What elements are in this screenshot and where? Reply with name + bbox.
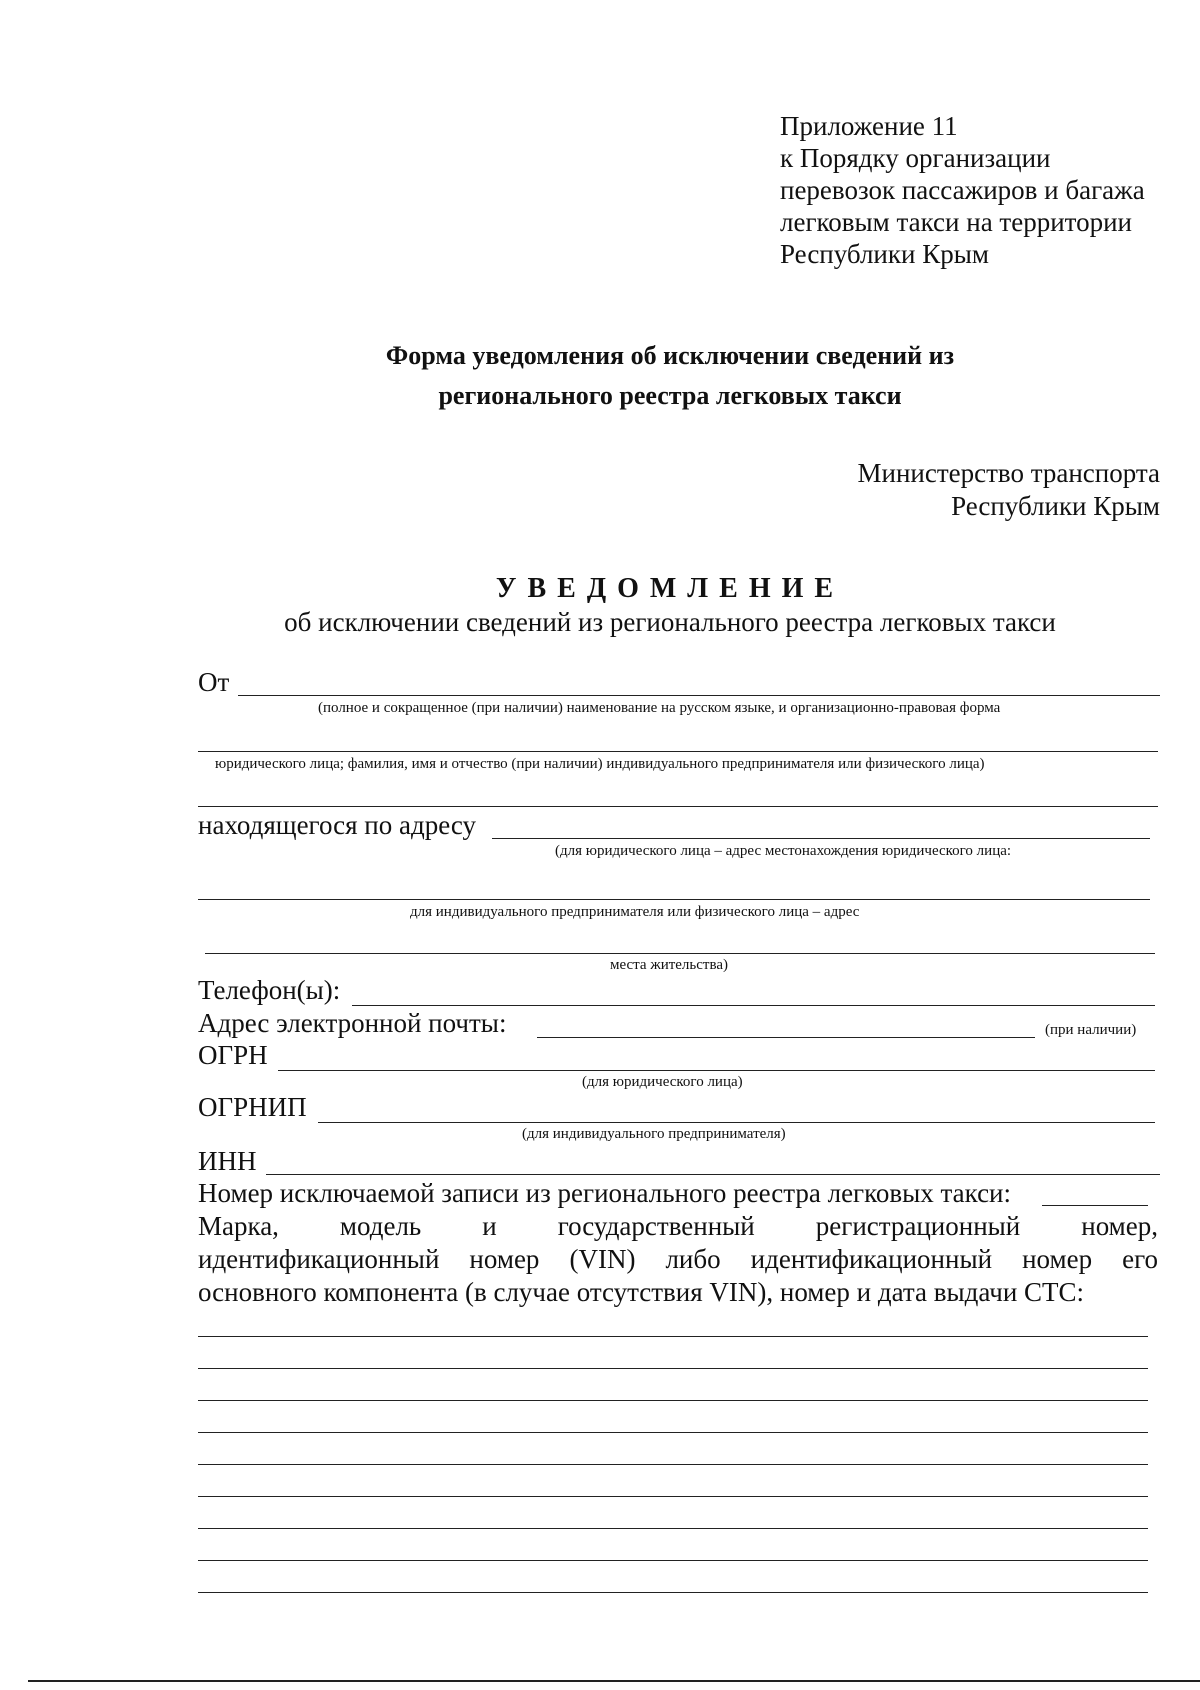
appendix-line: перевозок пассажиров и багажа bbox=[780, 175, 1145, 205]
email-input-line[interactable] bbox=[537, 1037, 1035, 1038]
vehicle-line-3: основного компонента (в случае отсутствия VIN), номер и дата выдачи СТС: bbox=[198, 1277, 1085, 1307]
record-input-line[interactable] bbox=[1042, 1205, 1148, 1206]
vehicle-input-line[interactable] bbox=[198, 1528, 1148, 1529]
from-hint-2: юридического лица; фамилия, имя и отчество (при наличии) индивидуального предпринимателя или физического лица) bbox=[215, 756, 985, 772]
phone-input-line[interactable] bbox=[352, 1005, 1155, 1006]
ogrn-label: ОГРН bbox=[198, 1040, 268, 1070]
phone-label: Телефон(ы): bbox=[198, 975, 341, 1005]
appendix-line: к Порядку организации bbox=[780, 143, 1051, 173]
appendix-line: Республики Крым bbox=[780, 239, 989, 269]
inn-label: ИНН bbox=[198, 1146, 257, 1176]
address-input-line-2[interactable] bbox=[198, 899, 1150, 900]
inn-input-line[interactable] bbox=[266, 1174, 1160, 1175]
ogrnip-hint: (для индивидуального предпринимателя) bbox=[522, 1126, 786, 1142]
email-hint: (при наличии) bbox=[1045, 1022, 1137, 1038]
vehicle-line-2: идентификационный номер (VIN) либо идентификационный номер его bbox=[198, 1244, 1158, 1274]
from-input-line[interactable] bbox=[238, 695, 1160, 696]
record-label: Номер исключаемой записи из регионального реестра легковых такси: bbox=[198, 1178, 1012, 1208]
vehicle-input-line[interactable] bbox=[198, 1368, 1148, 1369]
addressee-line1: Министерство транспорта bbox=[857, 458, 1160, 488]
notice-subtitle: об исключении сведений из регионального реестра легковых такси bbox=[284, 607, 1056, 637]
address-hint-1: (для юридического лица – адрес местонахождения юридического лица: bbox=[555, 843, 1012, 859]
page-bottom-rule bbox=[28, 1680, 1200, 1682]
form-title-line1: Форма уведомления об исключении сведений из bbox=[385, 341, 955, 370]
address-hint-2: для индивидуального предпринимателя или физического лица – адрес bbox=[410, 904, 860, 920]
ogrnip-label: ОГРНИП bbox=[198, 1092, 307, 1122]
address-label: находящегося по адресу bbox=[198, 810, 476, 840]
form-title-line2: регионального реестра легковых такси bbox=[438, 381, 902, 410]
from-hint-1: (полное и сокращенное (при наличии) наименование на русском языке, и организационно-правовая форма bbox=[318, 700, 1001, 716]
ogrn-hint: (для юридического лица) bbox=[582, 1074, 743, 1090]
appendix-line: легковым такси на территории bbox=[780, 207, 1133, 237]
notice-title: УВЕДОМЛЕНИЕ bbox=[495, 573, 845, 604]
appendix-line: Приложение 11 bbox=[780, 111, 958, 141]
vehicle-input-line[interactable] bbox=[198, 1496, 1148, 1497]
from-label: От bbox=[198, 667, 230, 697]
form-title bbox=[0, 336, 1200, 416]
address-hint-3: места жительства) bbox=[610, 957, 729, 973]
vehicle-input-line[interactable] bbox=[198, 1592, 1148, 1593]
from-input-line-3[interactable] bbox=[198, 806, 1158, 807]
vehicle-line-1: Марка, модель и государственный регистрационный номер, bbox=[198, 1211, 1158, 1241]
addressee bbox=[858, 457, 1160, 523]
vehicle-input-line[interactable] bbox=[198, 1560, 1148, 1561]
addressee-line2: Республики Крым bbox=[951, 491, 1160, 521]
appendix-header bbox=[780, 110, 1145, 270]
ogrn-input-line[interactable] bbox=[278, 1070, 1155, 1071]
vehicle-input-line[interactable] bbox=[198, 1400, 1148, 1401]
email-label: Адрес электронной почты: bbox=[198, 1008, 507, 1038]
ogrnip-input-line[interactable] bbox=[318, 1122, 1155, 1123]
from-input-line-2[interactable] bbox=[198, 751, 1158, 752]
vehicle-input-line[interactable] bbox=[198, 1464, 1148, 1465]
vehicle-input-line[interactable] bbox=[198, 1432, 1148, 1433]
address-input-line-3[interactable] bbox=[205, 953, 1155, 954]
address-input-line[interactable] bbox=[492, 838, 1150, 839]
vehicle-input-line[interactable] bbox=[198, 1336, 1148, 1337]
